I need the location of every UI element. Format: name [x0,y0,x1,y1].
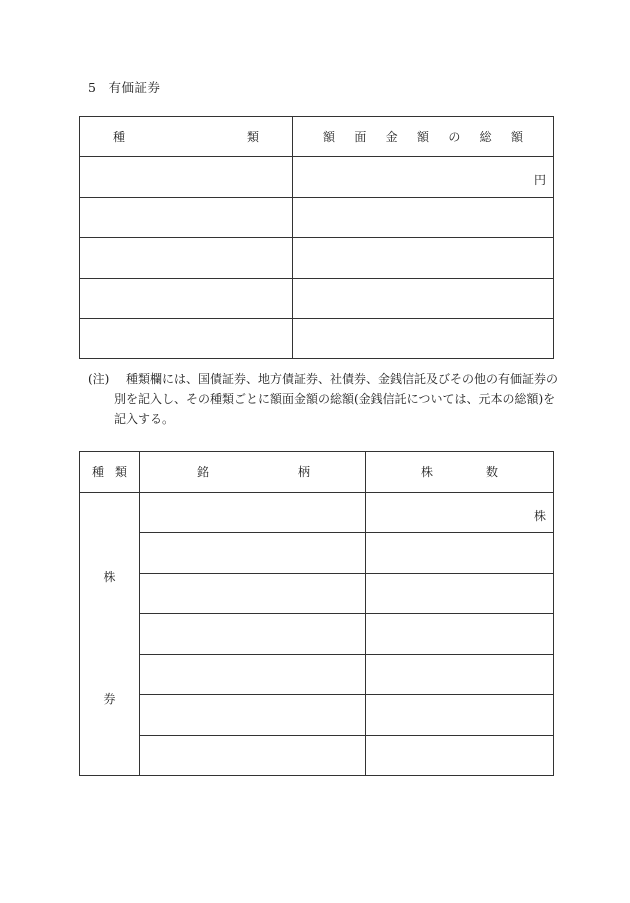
header-total-char: 額 [510,130,523,145]
header-total-char: の [448,130,461,145]
type-input-cell[interactable] [80,318,293,358]
share-count-input-cell[interactable] [366,492,554,533]
share-count-input-cell[interactable] [366,695,554,736]
type-input-cell[interactable] [80,197,293,237]
brand-input-cell[interactable] [140,492,366,533]
brand-input-cell[interactable] [140,735,366,776]
share-count-input-cell[interactable] [366,654,554,695]
table-row [80,197,554,237]
brand-input-cell[interactable] [140,533,366,574]
header-total-char: 総 [479,130,492,145]
section-title [88,80,160,96]
note-line: 別を記入し、その種類ごとに額面金額の総額(金銭信託については、元本の総額)を [114,392,556,406]
section-heading: 有価証券 [108,80,161,95]
header-brand [140,452,366,493]
total-input-cell[interactable] [293,238,554,278]
header-type-char: 類 [246,130,259,145]
share-count-input-cell[interactable] [366,573,554,614]
brand-input-cell[interactable] [140,614,366,655]
header-total-face-value [293,117,554,157]
type-input-cell[interactable] [80,157,293,197]
securities-summary-table [79,116,554,359]
stock-certificate-table [79,451,554,776]
note-label: (注) [88,372,110,386]
table-row [80,533,554,574]
table-row [80,318,554,358]
kind-char: 株 [103,569,116,584]
table-header-row [80,117,554,157]
table-row [80,238,554,278]
brand-input-cell[interactable] [140,654,366,695]
header-kind-char: 種 [92,465,105,480]
brand-input-cell[interactable] [140,573,366,614]
header-total-char: 額 [416,130,429,145]
table-row [80,278,554,318]
table-row [80,695,554,736]
header-count-char: 数 [485,465,498,480]
header-total-char: 金 [385,130,398,145]
total-input-cell[interactable] [293,197,554,237]
unit-yen-label: 円 [533,173,546,188]
share-count-input-cell[interactable] [366,614,554,655]
header-count-char: 株 [421,465,434,480]
table-row [80,735,554,776]
share-count-input-cell[interactable] [366,533,554,574]
table-row [80,573,554,614]
table-row [80,654,554,695]
total-input-cell[interactable] [293,318,554,358]
header-type [80,117,293,157]
header-total-char: 額 [323,130,336,145]
note-line: 種類欄には、国債証券、地方債証券、社債券、金銭信託及びその他の有価証券の [126,372,559,386]
kind-char: 券 [103,691,116,706]
header-brand-char: 柄 [297,465,310,480]
share-count-input-cell[interactable] [366,735,554,776]
table-row [80,614,554,655]
type-input-cell[interactable] [80,238,293,278]
total-input-cell[interactable] [293,278,554,318]
note-line: 記入する。 [114,412,175,426]
kind-cell-stock-certificate [80,492,140,776]
header-kind [80,452,140,493]
header-total-char: 面 [354,130,367,145]
section-number: 5 [88,80,97,95]
brand-input-cell[interactable] [140,695,366,736]
table-row [80,492,554,533]
total-input-cell[interactable] [293,157,554,197]
header-share-count [366,452,554,493]
header-kind-char: 類 [114,465,127,480]
table-row [80,157,554,197]
unit-kabu-label: 株 [533,508,546,523]
header-type-char: 種 [113,130,126,145]
table-header-row [80,452,554,493]
header-brand-char: 銘 [197,465,210,480]
type-input-cell[interactable] [80,278,293,318]
